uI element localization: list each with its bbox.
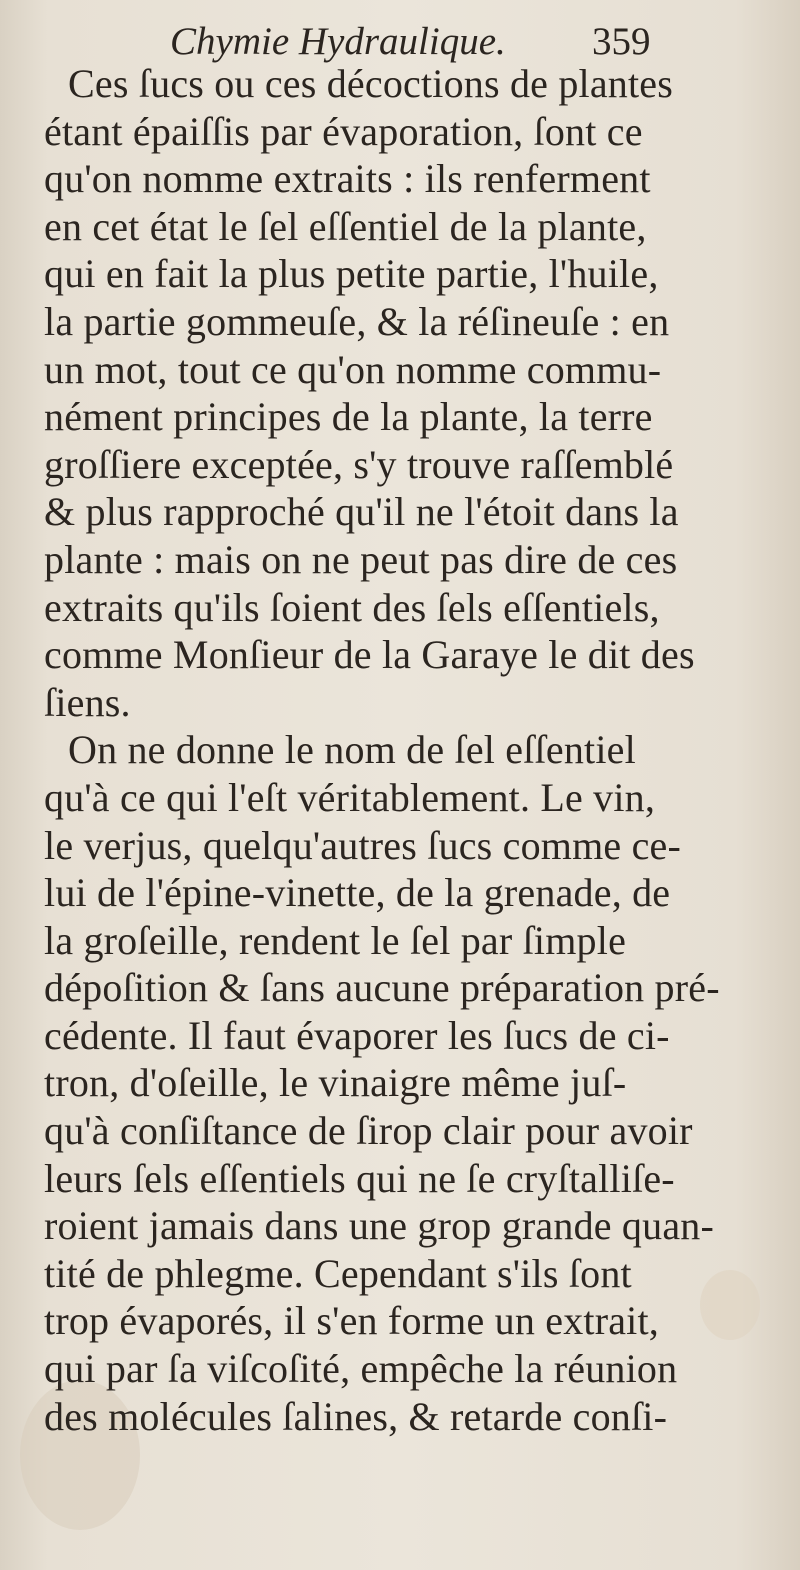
running-title: Chymie Hydraulique.	[170, 20, 506, 63]
text-line: des molécules ſalines, & retarde conſi-	[44, 1393, 668, 1439]
text-line: en cet état le ſel eſſentiel de la plante,	[44, 203, 647, 249]
text-line: tité de phlegme. Cependant s'ils ſont	[44, 1250, 632, 1296]
text-line: leurs ſels eſſentiels qui ne ſe cryſtalliſe-	[44, 1155, 675, 1201]
text-line: groſſiere exceptée, s'y trouve raſſemblé	[44, 441, 674, 487]
text-line: trop évaporés, il s'en forme un extrait,	[44, 1298, 660, 1344]
text-line: plante : mais on ne peut pas dire de ces	[44, 536, 678, 582]
text-line: qui par ſa viſcoſité, empêche la réunion	[44, 1346, 678, 1392]
text-line: nément principes de la plante, la terre	[44, 394, 653, 440]
text-line: On ne donne le nom de ſel eſſentiel	[68, 727, 636, 773]
text-line: la groſeille, rendent le ſel par ſimple	[44, 917, 627, 963]
text-line: lui de l'épine-vinette, de la grenade, de	[44, 870, 671, 916]
text-line: cédente. Il faut évaporer les ſucs de ci-	[44, 1012, 670, 1058]
text-line: qu'à ce qui l'eſt véritablement. Le vin,	[44, 774, 656, 820]
text-line: Ces ſucs ou ces décoctions de plantes	[68, 61, 674, 106]
text-line: la partie gommeuſe, & la réſineuſe : en	[44, 298, 670, 344]
body-text	[44, 60, 734, 1440]
text-line: qu'à conſiſtance de ſirop clair pour avoir	[44, 1108, 693, 1154]
text-line: étant épaiſſis par évaporation, ſont ce	[44, 108, 643, 154]
page-number: 359	[592, 20, 651, 63]
text-line: comme Monſieur de la Garaye le dit des	[44, 632, 695, 678]
text-line: & plus rapproché qu'il ne l'étoit dans la	[44, 489, 679, 535]
text-line: qui en fait la plus petite partie, l'huile,	[44, 251, 659, 297]
text-line: qu'on nomme extraits : ils renferment	[44, 156, 651, 202]
text-line: le verjus, quelqu'autres ſucs comme ce-	[44, 822, 681, 868]
text-line: roient jamais dans une grop grande quan-	[44, 1203, 715, 1249]
text-line: tron, d'oſeille, le vinaigre même juſ-	[44, 1060, 627, 1106]
text-line: extraits qu'ils ſoient des ſels eſſentiels,	[44, 584, 660, 630]
text-line: dépoſition & ſans aucune préparation pré-	[44, 965, 720, 1011]
text-line: ſiens.	[44, 679, 131, 725]
text-line: un mot, tout ce qu'on nomme commu-	[44, 346, 662, 392]
